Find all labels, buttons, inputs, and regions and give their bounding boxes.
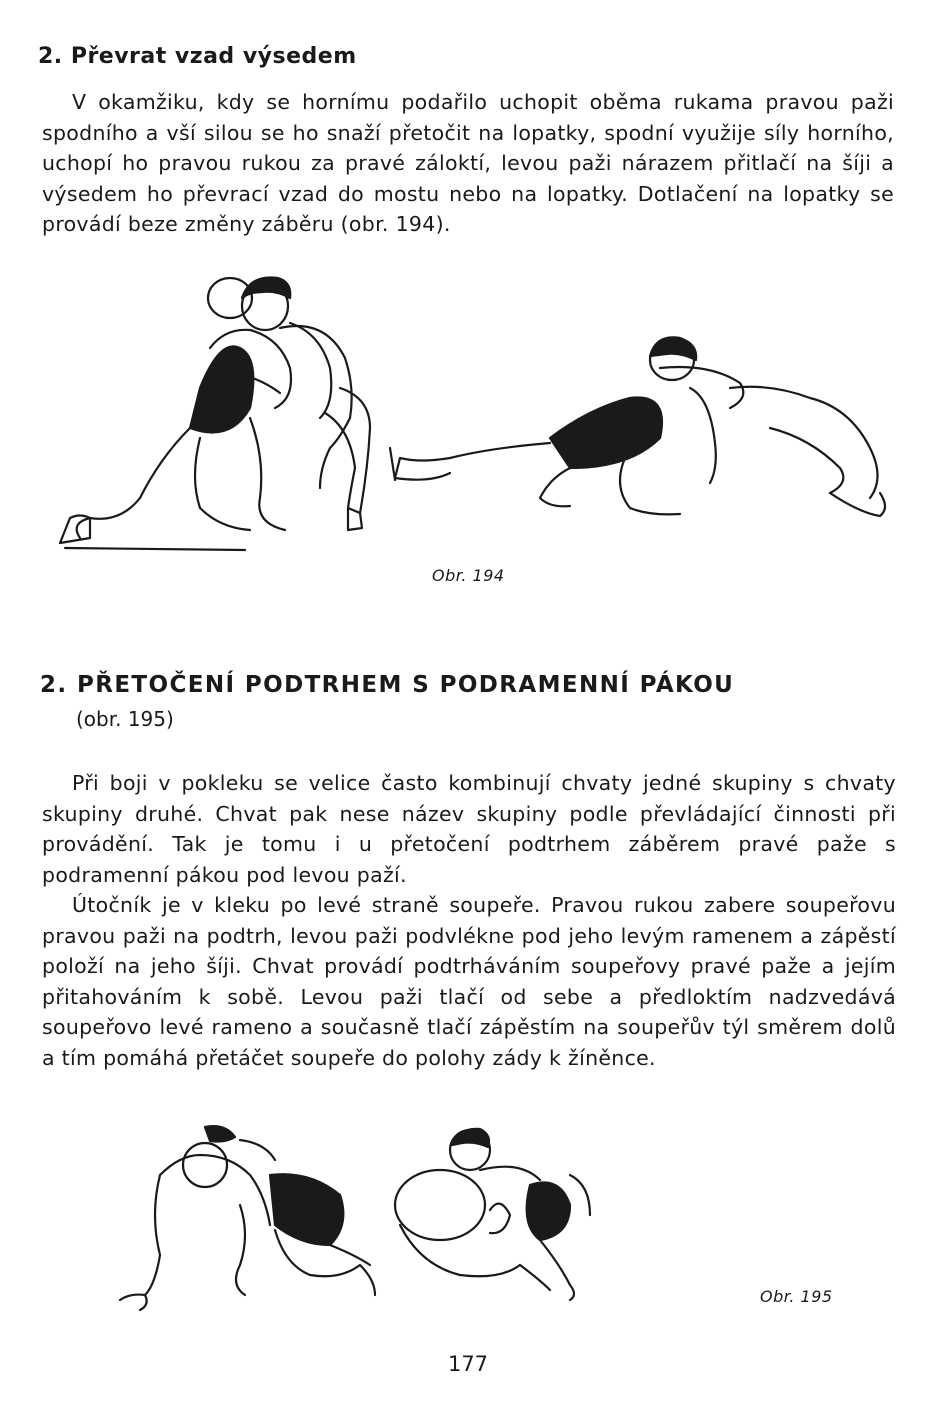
section-paragraph-1	[42, 87, 894, 240]
wrestlers-right-drawing	[395, 1129, 590, 1300]
wrestlers-right-drawing	[390, 337, 885, 516]
wrestlers-left-drawing	[120, 1126, 375, 1310]
paragraph-text: Při boji v pokleku se velice často kombinují chvaty jedné skupiny s chvaty skupiny druhé. Chvat pak nese název skupiny podle převládající činnosti při provádění. Tak je tomu i u přetočení podtrhem záběrem pravé paže s podramenní pákou pod levou paží.	[42, 771, 896, 887]
figure-194-caption: Obr. 194	[432, 566, 505, 585]
section-paragraph-2	[42, 768, 896, 1073]
wrestlers-left-drawing	[60, 277, 370, 550]
figure-194-illustration	[50, 268, 900, 568]
paragraph-text: V okamžiku, kdy se hornímu podařilo uchopit oběma rukama pravou paži spodního a vší silou se ho snaží přetočit na lopatky, spodní využije síly horního, uchopí ho pravou rukou za pravé záloktí, levou paži nárazem přitlačí na šíji a výsedem ho převrací vzad do mostu nebo na lopatky. Dotlačení na lopatky se provádí beze změny záběru (obr. 194).	[42, 90, 894, 236]
section-heading-1: 2. Převrat vzad výsedem	[38, 44, 357, 69]
page-number: 177	[447, 1352, 489, 1376]
figure-195-illustration	[100, 1115, 660, 1315]
section-subheading-2: (obr. 195)	[76, 707, 174, 731]
paragraph-text: Útočník je v kleku po levé straně soupeře. Pravou rukou zabere soupeřovu pravou paži na podtrh, levou paži podvlékne pod jeho levým ramenem a zápěstí položí na jeho šíji. Chvat provádí podtrháváním soupeřovy pravé paže a jejím přitahováním k sobě. Levou paži tlačí od sebe a předloktím nadzvedává soupeřovo levé rameno a současně tlačí zápěstím na soupeřův týl směrem dolů a tím pomáhá přetáčet soupeře do polohy zády k žíněnce.	[42, 893, 896, 1070]
section-heading-2: 2. PŘETOČENÍ PODTRHEM S PODRAMENNÍ PÁKOU	[40, 672, 735, 698]
figure-195-caption: Obr. 195	[760, 1287, 833, 1306]
